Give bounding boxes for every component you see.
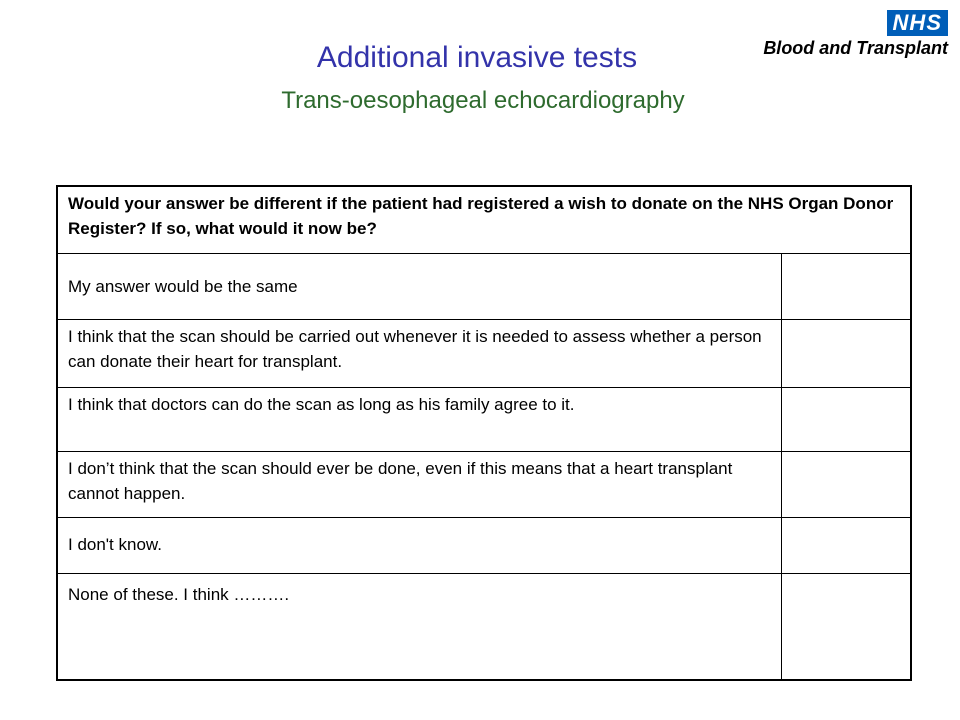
option-text: I don’t think that the scan should ever be done, even if this means that a heart transplant cannot happen. (57, 452, 782, 518)
option-row (57, 320, 911, 388)
option-row (57, 574, 911, 680)
option-answer-box[interactable] (782, 388, 912, 452)
option-text: I don't know. (57, 518, 782, 574)
nhs-logo-mark: NHS (887, 10, 948, 36)
question-table (56, 185, 912, 681)
question-text: Would your answer be different if the patient had registered a wish to donate on the NHS Organ Donor Register? If so, what would it now be? (57, 186, 911, 254)
option-answer-box[interactable] (782, 518, 912, 574)
option-row (57, 388, 911, 452)
slide-subtitle: Trans-oesophageal echocardiography (281, 87, 685, 114)
option-row (57, 518, 911, 574)
slide-title: Additional invasive tests (316, 41, 638, 74)
option-text: None of these. I think ………. (57, 574, 782, 680)
option-text: I think that doctors can do the scan as long as his family agree to it. (57, 388, 782, 452)
option-answer-box[interactable] (782, 452, 912, 518)
organisation-name: Blood and Transplant (763, 38, 948, 58)
option-text: I think that the scan should be carried out whenever it is needed to assess whether a person can donate their heart for transplant. (57, 320, 782, 388)
option-answer-box[interactable] (782, 320, 912, 388)
option-row (57, 254, 911, 320)
option-answer-box[interactable] (782, 254, 912, 320)
question-row (57, 186, 911, 254)
option-row (57, 452, 911, 518)
option-answer-box[interactable] (782, 574, 912, 680)
option-text: My answer would be the same (57, 254, 782, 320)
